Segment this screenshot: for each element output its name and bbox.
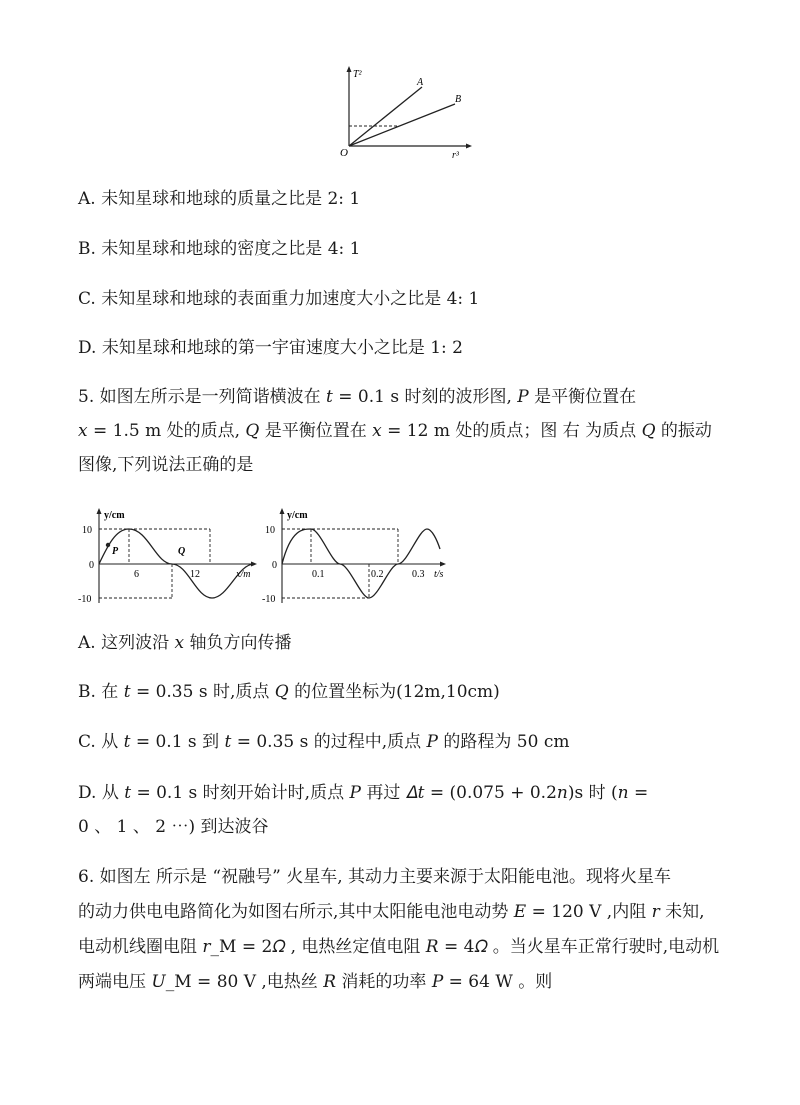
q5-stem-line-2: 𝑥 = 1.5 m 处的质点, 𝑄 是平衡位置在 𝑥 = 12 m 处的质点；图 右 为质点 𝑄 的振动 — [78, 421, 712, 441]
label-a: A — [417, 77, 424, 88]
wave-x-tick-12: 12 — [190, 569, 200, 580]
vib-y-label: y/cm — [287, 510, 308, 521]
wave-origin: 0 — [89, 560, 94, 571]
q5-stem-line-3: 图像,下列说法正确的是 — [78, 455, 254, 475]
wave-label-q: Q — [178, 546, 186, 557]
x-axis-arrow — [466, 144, 472, 149]
q6-stem-line-1: 6. 如图左 所示是 “祝融号” 火星车, 其动力主要来源于太阳能电池。现将火星车 — [78, 867, 672, 887]
vib-x-label: t/s — [434, 569, 444, 580]
label-t2: T² — [353, 69, 362, 80]
vib-x-tick-0.2: 0.2 — [371, 569, 384, 580]
vib-y-arrow — [280, 508, 285, 514]
label-b: B — [455, 94, 462, 105]
wave-y-tick-10: 10 — [82, 525, 92, 536]
vibration-graph — [262, 505, 462, 605]
vib-x-arrow — [440, 562, 446, 567]
q5-option-a: A. 这列波沿 𝑥 轴负方向传播 — [78, 633, 292, 653]
wave-y-tick-neg10: -10 — [78, 594, 92, 605]
q5-option-d-line-2: 0 、 1 、 2 ⋯) 到达波谷 — [78, 817, 269, 837]
label-r3: r³ — [452, 150, 459, 161]
label-origin: O — [340, 147, 348, 159]
wave-x-tick-6: 6 — [134, 569, 139, 580]
q5-stem-line-1: 5. 如图左所示是一列简谐横波在 𝑡 = 0.1 s 时刻的波形图, 𝑃 是平衡位置在 — [78, 387, 637, 407]
q6-stem-line-4: 两端电压 𝑈_M = 80 V ,电热丝 𝑅 消耗的功率 𝑃 = 64 W 。则 — [78, 972, 553, 992]
q5-option-d-line-1: D. 从 𝑡 = 0.1 s 时刻开始计时,质点 𝑃 再过 𝛥𝑡 = (0.075 + 0.2𝑛)s 时 (𝑛 = — [78, 783, 649, 803]
wave-x-label: x/m — [236, 569, 251, 580]
y-axis-arrow — [347, 66, 352, 72]
wave-y-arrow — [97, 508, 102, 514]
q4-option-c: C. 未知星球和地球的表面重力加速度大小之比是 4: 1 — [78, 289, 480, 309]
wave-label-p: P — [112, 546, 119, 557]
q4-option-d: D. 未知星球和地球的第一宇宙速度大小之比是 1: 2 — [78, 338, 463, 358]
vib-x-tick-0.3: 0.3 — [412, 569, 425, 580]
q4-option-a: A. 未知星球和地球的质量之比是 2: 1 — [78, 189, 361, 209]
q6-stem-line-2: 的动力供电电路简化为如图右所示,其中太阳能电池电动势 𝐸 = 120 V ,内阻 𝑟 未知, — [78, 902, 705, 922]
t2-r3-graph — [330, 60, 480, 165]
q5-option-c: C. 从 𝑡 = 0.1 s 到 𝑡 = 0.35 s 的过程中,质点 𝑃 的路程为 50 cm — [78, 732, 570, 752]
q4-option-b: B. 未知星球和地球的密度之比是 4: 1 — [78, 239, 361, 259]
vib-x-tick-0.1: 0.1 — [312, 569, 325, 580]
line-b — [349, 104, 455, 146]
wave-y-label: y/cm — [104, 510, 125, 521]
q6-stem-line-3: 电动机线圈电阻 𝑟_M = 2𝛺 , 电热丝定值电阻 𝑅 = 4𝛺 。当火星车正常行驶时,电动机 — [78, 937, 720, 957]
line-a — [349, 87, 422, 146]
wave-graph — [78, 505, 263, 605]
point-p-marker — [106, 543, 110, 547]
q5-option-b: B. 在 𝑡 = 0.35 s 时,质点 𝑄 的位置坐标为(12m,10cm) — [78, 682, 500, 702]
vib-origin: 0 — [272, 560, 277, 571]
vib-y-tick-10: 10 — [265, 525, 275, 536]
vib-y-tick-neg10: -10 — [262, 594, 276, 605]
